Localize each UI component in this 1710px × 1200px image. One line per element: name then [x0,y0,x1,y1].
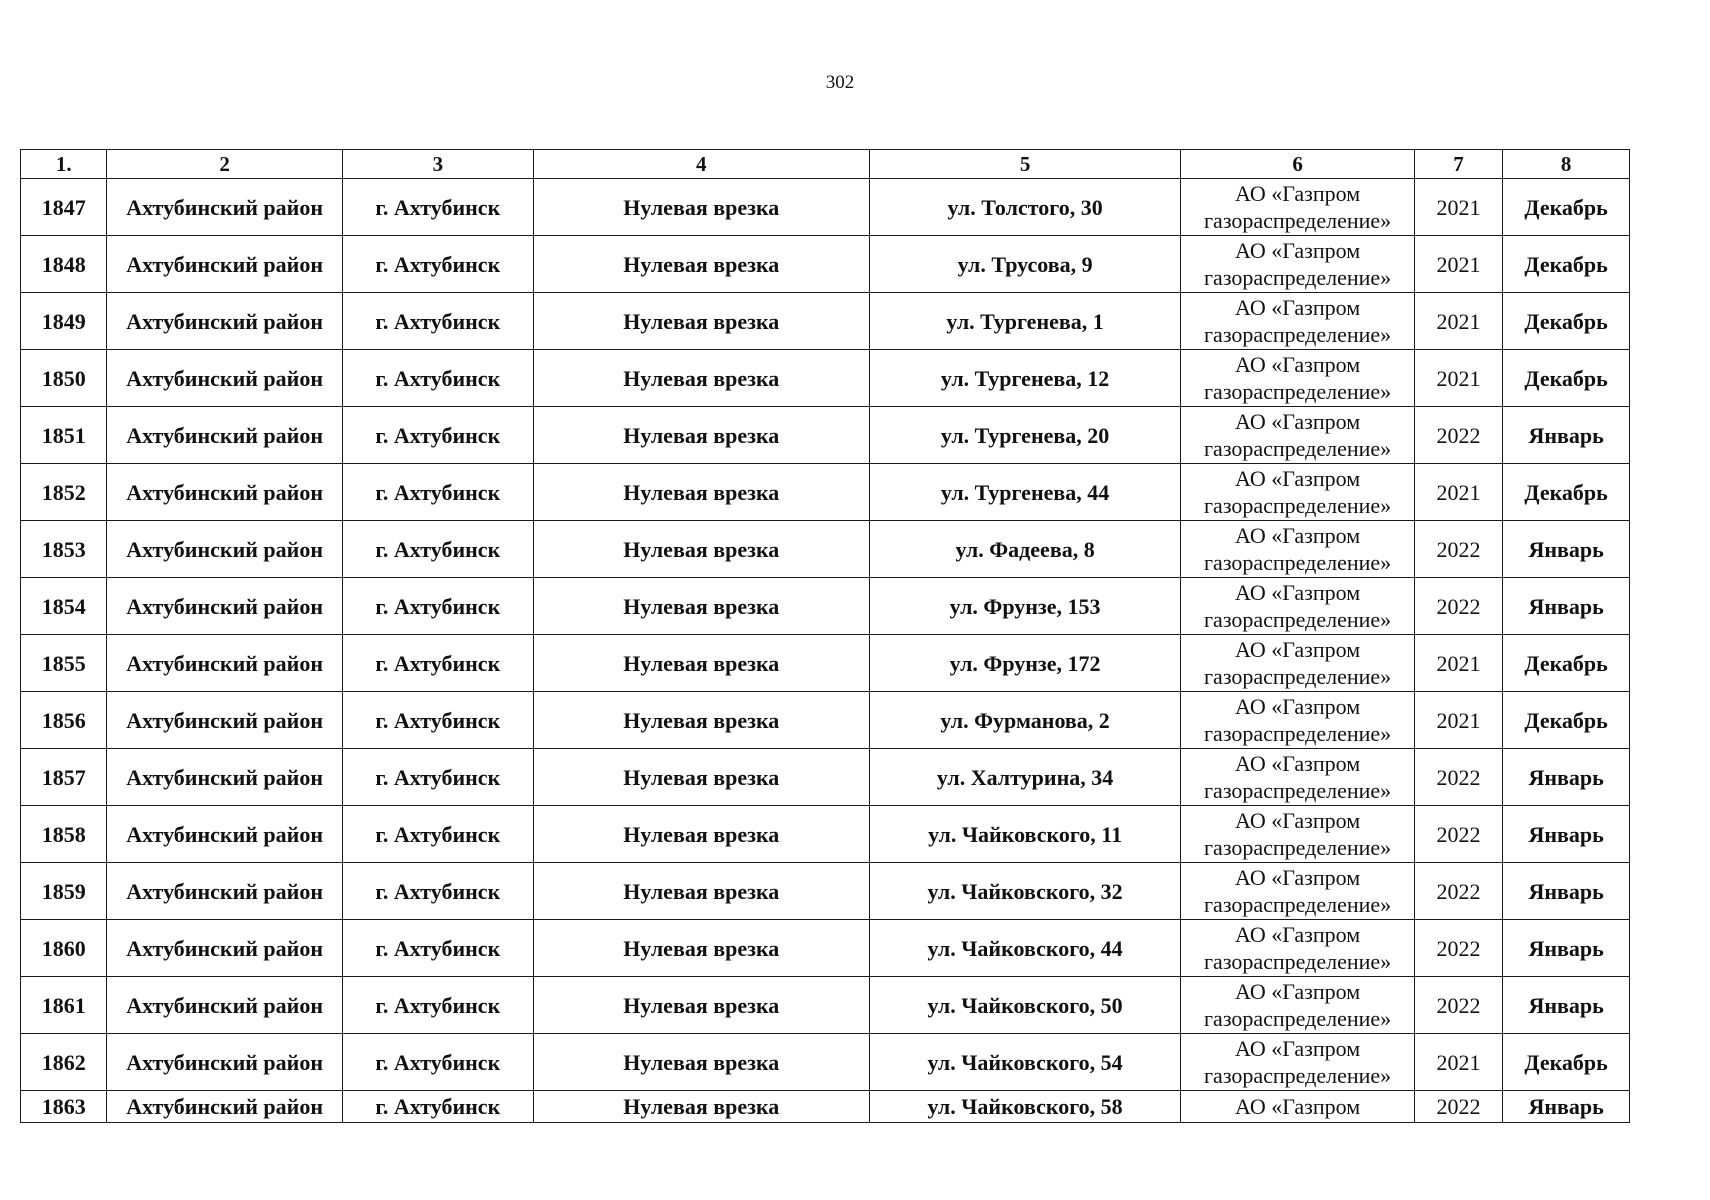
address-cell: ул. Халтурина, 34 [869,749,1181,806]
organization-line-1: АО «Газпром [1235,352,1361,377]
address-cell: ул. Чайковского, 32 [869,863,1181,920]
column-header: 4 [533,150,869,179]
work-type-cell: Нулевая врезка [533,977,869,1034]
address-cell: ул. Толстого, 30 [869,179,1181,236]
district-cell: Ахтубинский район [107,920,342,977]
district-cell: Ахтубинский район [107,863,342,920]
organization-cell [1181,407,1414,464]
row-number: 1855 [21,635,107,692]
address-cell: ул. Чайковского, 11 [869,806,1181,863]
organization-line-1: АО «Газпром [1235,637,1361,662]
month-cell: Январь [1503,578,1630,635]
column-header: 7 [1414,150,1502,179]
organization-line-1: АО «Газпром [1235,979,1361,1004]
row-number: 1863 [21,1091,107,1123]
city-cell: г. Ахтубинск [342,236,533,293]
month-cell: Декабрь [1503,635,1630,692]
year-cell: 2022 [1414,749,1502,806]
row-number: 1851 [21,407,107,464]
organization-line-1: АО «Газпром [1235,808,1361,833]
city-cell: г. Ахтубинск [342,179,533,236]
year-cell: 2021 [1414,179,1502,236]
column-header: 8 [1503,150,1630,179]
organization-line-1: АО «Газпром [1235,1036,1361,1061]
city-cell: г. Ахтубинск [342,749,533,806]
table-row [21,179,1630,236]
table-row [21,521,1630,578]
district-cell: Ахтубинский район [107,578,342,635]
column-header: 5 [869,150,1181,179]
city-cell: г. Ахтубинск [342,350,533,407]
month-cell: Декабрь [1503,350,1630,407]
organization-cell [1181,635,1414,692]
work-type-cell: Нулевая врезка [533,578,869,635]
organization-line-2: газораспределение» [1204,778,1392,803]
row-number: 1860 [21,920,107,977]
district-cell: Ахтубинский район [107,407,342,464]
work-type-cell: Нулевая врезка [533,464,869,521]
organization-cell [1181,806,1414,863]
district-cell: Ахтубинский район [107,464,342,521]
work-type-cell: Нулевая врезка [533,293,869,350]
year-cell: 2022 [1414,863,1502,920]
address-cell: ул. Фрунзе, 153 [869,578,1181,635]
organization-cell [1181,920,1414,977]
column-header: 1. [21,150,107,179]
city-cell: г. Ахтубинск [342,464,533,521]
organization-line-2: газораспределение» [1204,835,1392,860]
page-number: 302 [825,72,855,93]
organization-cell [1181,521,1414,578]
month-cell: Январь [1503,407,1630,464]
address-cell: ул. Тургенева, 12 [869,350,1181,407]
year-cell: 2021 [1414,1034,1502,1091]
organization-line-2: газораспределение» [1204,436,1392,461]
row-number: 1856 [21,692,107,749]
table-row [21,236,1630,293]
address-cell: ул. Тургенева, 1 [869,293,1181,350]
month-cell: Декабрь [1503,179,1630,236]
organization-cell [1181,1091,1414,1123]
year-cell: 2021 [1414,635,1502,692]
table-row [21,692,1630,749]
year-cell: 2021 [1414,236,1502,293]
month-cell: Январь [1503,806,1630,863]
month-cell: Январь [1503,863,1630,920]
organization-line-2: газораспределение» [1204,208,1392,233]
row-number: 1859 [21,863,107,920]
year-cell: 2022 [1414,977,1502,1034]
work-type-cell: Нулевая врезка [533,749,869,806]
month-cell: Январь [1503,977,1630,1034]
row-number: 1852 [21,464,107,521]
month-cell: Декабрь [1503,1034,1630,1091]
column-header: 6 [1181,150,1414,179]
table-row [21,806,1630,863]
organization-line-1: АО «Газпром [1235,295,1361,320]
organization-line-1: АО «Газпром [1235,181,1361,206]
table-row [21,350,1630,407]
month-cell: Декабрь [1503,236,1630,293]
organization-line-1: АО «Газпром [1235,238,1361,263]
city-cell: г. Ахтубинск [342,977,533,1034]
work-type-cell: Нулевая врезка [533,635,869,692]
city-cell: г. Ахтубинск [342,1034,533,1091]
city-cell: г. Ахтубинск [342,806,533,863]
row-number: 1857 [21,749,107,806]
organization-line-2: газораспределение» [1204,1006,1392,1031]
district-cell: Ахтубинский район [107,692,342,749]
city-cell: г. Ахтубинск [342,635,533,692]
month-cell: Январь [1503,749,1630,806]
work-type-cell: Нулевая врезка [533,806,869,863]
column-header: 3 [342,150,533,179]
row-number: 1861 [21,977,107,1034]
district-cell: Ахтубинский район [107,1034,342,1091]
address-cell: ул. Чайковского, 44 [869,920,1181,977]
organization-cell [1181,578,1414,635]
year-cell: 2022 [1414,920,1502,977]
address-cell: ул. Фрунзе, 172 [869,635,1181,692]
work-type-cell: Нулевая врезка [533,692,869,749]
table-row [21,1034,1630,1091]
year-cell: 2022 [1414,407,1502,464]
work-type-cell: Нулевая врезка [533,179,869,236]
city-cell: г. Ахтубинск [342,692,533,749]
address-cell: ул. Тургенева, 44 [869,464,1181,521]
organization-line-1: АО «Газпром [1235,409,1361,434]
address-cell: ул. Чайковского, 58 [869,1091,1181,1123]
organization-line-1: АО «Газпром [1235,1094,1361,1119]
organization-cell [1181,692,1414,749]
row-number: 1854 [21,578,107,635]
work-type-cell: Нулевая врезка [533,1034,869,1091]
organization-line-1: АО «Газпром [1235,694,1361,719]
row-number: 1848 [21,236,107,293]
table-row [21,920,1630,977]
address-cell: ул. Тургенева, 20 [869,407,1181,464]
table-row [21,977,1630,1034]
district-cell: Ахтубинский район [107,236,342,293]
organization-line-2: газораспределение» [1204,550,1392,575]
data-table [20,149,1630,1123]
month-cell: Декабрь [1503,692,1630,749]
city-cell: г. Ахтубинск [342,863,533,920]
organization-cell [1181,236,1414,293]
organization-line-2: газораспределение» [1204,379,1392,404]
year-cell: 2022 [1414,521,1502,578]
address-cell: ул. Фадеева, 8 [869,521,1181,578]
row-number: 1850 [21,350,107,407]
address-cell: ул. Фурманова, 2 [869,692,1181,749]
organization-line-1: АО «Газпром [1235,523,1361,548]
table-row [21,578,1630,635]
work-type-cell: Нулевая врезка [533,863,869,920]
city-cell: г. Ахтубинск [342,293,533,350]
organization-line-2: газораспределение» [1204,892,1392,917]
organization-line-1: АО «Газпром [1235,580,1361,605]
organization-cell [1181,863,1414,920]
month-cell: Январь [1503,521,1630,578]
organization-cell [1181,293,1414,350]
district-cell: Ахтубинский район [107,1091,342,1123]
city-cell: г. Ахтубинск [342,407,533,464]
column-header: 2 [107,150,342,179]
year-cell: 2022 [1414,806,1502,863]
row-number: 1858 [21,806,107,863]
table-row [21,635,1630,692]
table-body [21,179,1630,1123]
organization-cell [1181,179,1414,236]
month-cell: Декабрь [1503,293,1630,350]
work-type-cell: Нулевая врезка [533,407,869,464]
district-cell: Ахтубинский район [107,293,342,350]
table-row [21,293,1630,350]
district-cell: Ахтубинский район [107,521,342,578]
work-type-cell: Нулевая врезка [533,1091,869,1123]
row-number: 1849 [21,293,107,350]
organization-line-2: газораспределение» [1204,493,1392,518]
organization-line-2: газораспределение» [1204,322,1392,347]
organization-line-2: газораспределение» [1204,265,1392,290]
month-cell: Январь [1503,1091,1630,1123]
table-row [21,749,1630,806]
district-cell: Ахтубинский район [107,350,342,407]
organization-line-1: АО «Газпром [1235,466,1361,491]
address-cell: ул. Чайковского, 50 [869,977,1181,1034]
organization-line-2: газораспределение» [1204,1063,1392,1088]
organization-line-2: газораспределение» [1204,949,1392,974]
year-cell: 2022 [1414,1091,1502,1123]
organization-line-2: газораспределение» [1204,664,1392,689]
organization-line-2: газораспределение» [1204,721,1392,746]
organization-line-2: газораспределение» [1204,607,1392,632]
city-cell: г. Ахтубинск [342,521,533,578]
year-cell: 2022 [1414,578,1502,635]
table-row [21,1091,1630,1123]
year-cell: 2021 [1414,464,1502,521]
organization-cell [1181,1034,1414,1091]
organization-line-1: АО «Газпром [1235,751,1361,776]
organization-line-1: АО «Газпром [1235,922,1361,947]
work-type-cell: Нулевая врезка [533,236,869,293]
table-header-row [21,150,1630,179]
year-cell: 2021 [1414,350,1502,407]
address-cell: ул. Чайковского, 54 [869,1034,1181,1091]
row-number: 1853 [21,521,107,578]
organization-line-1: АО «Газпром [1235,865,1361,890]
work-type-cell: Нулевая врезка [533,350,869,407]
year-cell: 2021 [1414,692,1502,749]
work-type-cell: Нулевая врезка [533,920,869,977]
table-row [21,407,1630,464]
city-cell: г. Ахтубинск [342,1091,533,1123]
district-cell: Ахтубинский район [107,749,342,806]
district-cell: Ахтубинский район [107,977,342,1034]
work-type-cell: Нулевая врезка [533,521,869,578]
organization-cell [1181,977,1414,1034]
city-cell: г. Ахтубинск [342,578,533,635]
month-cell: Декабрь [1503,464,1630,521]
address-cell: ул. Трусова, 9 [869,236,1181,293]
organization-cell [1181,350,1414,407]
organization-cell [1181,464,1414,521]
organization-cell [1181,749,1414,806]
district-cell: Ахтубинский район [107,806,342,863]
row-number: 1847 [21,179,107,236]
district-cell: Ахтубинский район [107,635,342,692]
row-number: 1862 [21,1034,107,1091]
table-row [21,863,1630,920]
month-cell: Январь [1503,920,1630,977]
district-cell: Ахтубинский район [107,179,342,236]
year-cell: 2021 [1414,293,1502,350]
city-cell: г. Ахтубинск [342,920,533,977]
table-row [21,464,1630,521]
